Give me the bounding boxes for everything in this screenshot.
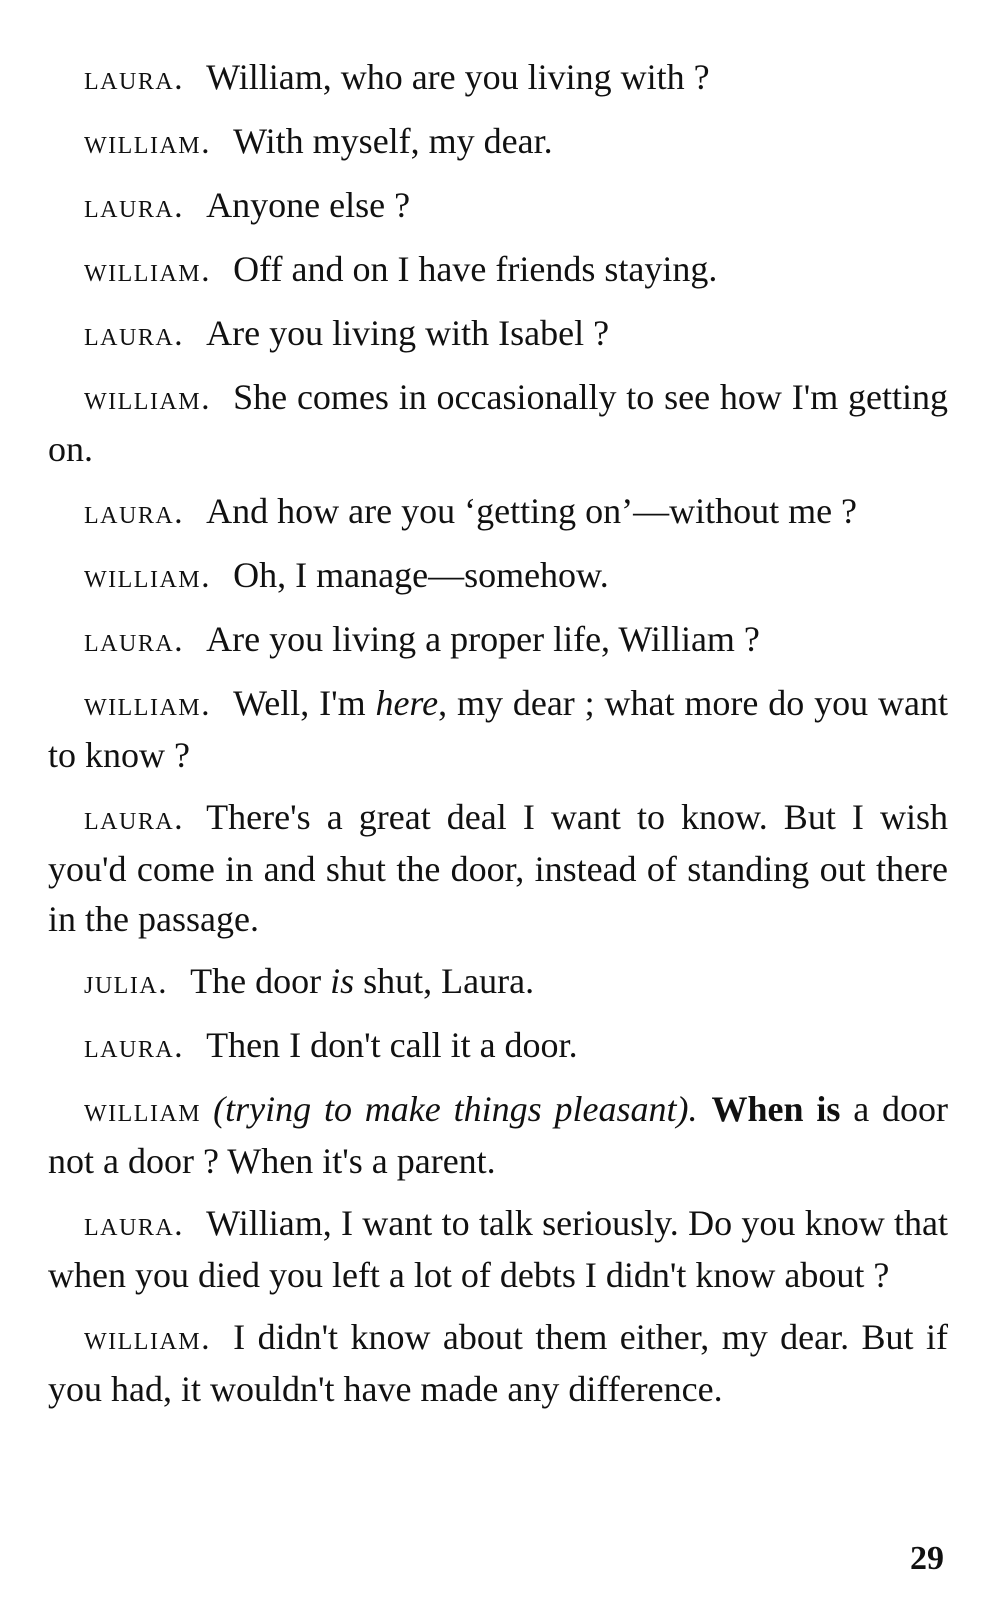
speaker-name: william.	[84, 252, 212, 289]
speaker-name: julia.	[84, 964, 169, 1001]
dialogue-text: Oh, I manage—somehow.	[233, 555, 609, 595]
speaker-name: william.	[84, 124, 212, 161]
dialogue-line	[48, 372, 948, 474]
emphasis-text: is	[330, 961, 355, 1001]
emphasis-text: here	[375, 683, 439, 723]
dialogue-line	[48, 308, 948, 360]
dialogue-text: Off and on I have friends staying.	[233, 249, 718, 289]
speaker-name: laura.	[84, 1028, 185, 1065]
stage-direction: (trying to make things pleasant).	[213, 1089, 698, 1129]
dialogue-line	[48, 956, 948, 1008]
dialogue-line	[48, 486, 948, 538]
page-number: 29	[910, 1540, 944, 1577]
speaker-name: laura.	[84, 1206, 185, 1243]
dialogue-text: Are you living a proper life, William ?	[206, 619, 760, 659]
speaker-name: laura.	[84, 622, 185, 659]
play-script-page	[48, 52, 948, 1426]
dialogue-line	[48, 116, 948, 168]
dialogue-line	[48, 614, 948, 666]
speaker-name: william	[84, 1092, 202, 1129]
speaker-name: william.	[84, 380, 212, 417]
dialogue-line	[48, 1312, 948, 1414]
dialogue-line	[48, 550, 948, 602]
speaker-name: laura.	[84, 188, 185, 225]
dialogue-line	[48, 678, 948, 780]
speaker-name: laura.	[84, 316, 185, 353]
dialogue-text: Well, I'm	[233, 683, 376, 723]
dialogue-line	[48, 180, 948, 232]
speaker-name: laura.	[84, 494, 185, 531]
dialogue-text-continued: shut, Laura.	[354, 961, 535, 1001]
speaker-name: william.	[84, 1320, 212, 1357]
dialogue-text: I didn't know about them either, my dear. But if you had, it wouldn't have made any difference.	[48, 1317, 948, 1409]
dialogue-text-continued: , my dear ; what more do you want to know ?	[48, 683, 948, 775]
speaker-name: laura.	[84, 60, 185, 97]
dialogue-text: William, who are you living with ?	[206, 57, 710, 97]
dialogue-text: Anyone else ?	[206, 185, 411, 225]
dialogue-text: a door not a door ? When it's a parent.	[48, 1089, 948, 1181]
dialogue-text: Are you living with Isabel ?	[206, 313, 610, 353]
dialogue-line	[48, 1084, 948, 1186]
dialogue-line	[48, 792, 948, 944]
dialogue-text: She comes in occasionally to see how I'm getting on.	[48, 377, 948, 469]
dialogue-line	[48, 244, 948, 296]
dialogue-text: Then I don't call it a door.	[206, 1025, 578, 1065]
speaker-name: laura.	[84, 800, 185, 837]
speaker-name: william.	[84, 558, 212, 595]
dialogue-text: With myself, my dear.	[233, 121, 553, 161]
dialogue-text: There's a great deal I want to know. But I wish you'd come in and shut the door, instead of standing out there in the passage.	[48, 797, 948, 939]
dialogue-text: The door	[190, 961, 331, 1001]
dialogue-text: And how are you ‘getting on’—without me ?	[206, 491, 858, 531]
dialogue-line	[48, 1020, 948, 1072]
dialogue-line	[48, 1198, 948, 1300]
dialogue-line	[48, 52, 948, 104]
speaker-name: william.	[84, 686, 212, 723]
dialogue-text: William, I want to talk seriously. Do you know that when you died you left a lot of debts I didn't know about ?	[48, 1203, 948, 1295]
dialogue-text-bold: When is	[711, 1089, 841, 1129]
